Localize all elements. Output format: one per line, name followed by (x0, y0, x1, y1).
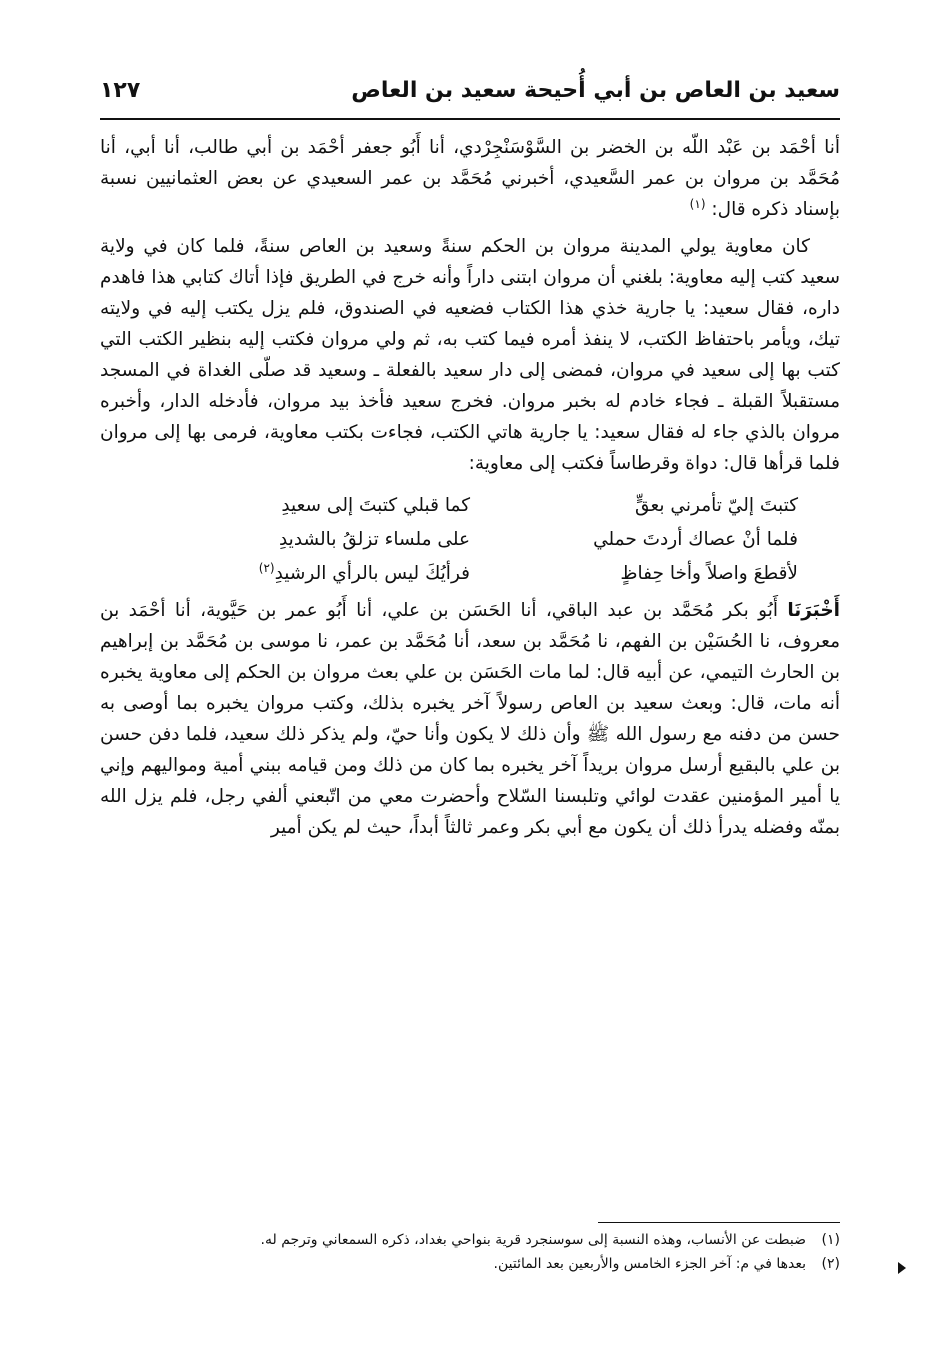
intro-text: أنا أحْمَد بن عَبْد اللّه بن الخضر بن السَّوْسَنْجِرْدي، أنا أَبُو جعفر أحْمَد بن أبي طالب، أنا أبي، أنا مُحَمَّد بن مروان بن عمر السَّعيدي، أخبرني مُحَمَّد بن عمر السعيدي عن بعض العثمانيين نسبة بإسناد ذكره قال: (100, 137, 840, 220)
isnad-paragraph (100, 595, 840, 843)
verse-first-hemistich: لأقطعَ واصلاً وأخا حِفاظٍ (620, 563, 798, 584)
footnote-text: بعدها في م: آخر الجزء الخامس والأربعين بعد المائتين. (493, 1256, 806, 1272)
poem (100, 489, 840, 591)
header-rule (100, 118, 840, 120)
main-text (100, 132, 840, 849)
verse-second-hemistich: كما قبلي كتبتَ إلى سعيدِ (281, 495, 470, 516)
footnote-ref-2[interactable]: (٢) (258, 560, 275, 575)
verse-first-hemistich: كتبتَ إليّ تأمرني بعقٍّ (635, 495, 798, 516)
running-header (100, 78, 840, 114)
footnote-text: ضبطت عن الأنساب، وهذه النسبة إلى سوسنجرد قرية بنواحي بغداد، ذكره السمعاني وترجم له. (260, 1232, 806, 1248)
verse-second-text: فرأيُكَ ليس بالرأي الرشيدِ (274, 563, 470, 584)
footnote-number: (٢) (821, 1256, 840, 1272)
verse-line (100, 489, 840, 523)
verse-second-hemistich (170, 557, 470, 591)
isnad-text: أَبُو بكر مُحَمَّد بن عبد الباقي، أنا الحَسَن بن علي، أنا أَبُو عمر بن حَيَّوية، أنا أحْمَد بن معروف، نا الحُسَيْن بن الفهم، نا مُحَمَّد بن سعد، أنا مُحَمَّد بن عمر، نا موسى بن مُحَمَّد بن إبراهيم بن الحارث التيمي، عن أبيه قال: لما مات الحَسَن بن علي بعث مروان بن الحكم إلى معاوية يخبره أنه مات، قال: وبعث سعيد بن العاص رسولاً آخر يخبره بذلك، وكتب مروان يخبره بما أوصى به حسن من دفنه مع رسول الله ﷺ وأن ذلك لا يكون وأنا حيّ، ولم يذكر ذلك سعيد، فلما دفن حسن بن علي بالبقيع أرسل مروان بريداً آخر يخبره بما كان من ذلك ومن قيامه ببني أمية ومواليهم وإني يا أمير المؤمنين عقدت لوائي وتلبسنا السّلاح وأحضرت معي من اتّبعني ألفي رجل، فلم يزل الله بمنّه وفضله يدرأ ذلك أن يكون مع أبي بكر وعمر ثالثاً أبداً، حيث لم يكن أمير (100, 600, 840, 838)
intro-paragraph (100, 132, 840, 225)
footnote-1 (100, 1228, 840, 1252)
footnotes (100, 1228, 840, 1276)
page-number: ١٢٧ (100, 78, 141, 103)
footnote-2 (100, 1252, 840, 1276)
verse-second-hemistich: على ملساء تزلقُ بالشديدِ (278, 529, 470, 550)
footnote-rule (598, 1222, 840, 1223)
verse-line (100, 557, 840, 591)
verse-first-hemistich: فلما أنْ عصاك أردتَ حملي (593, 529, 798, 550)
footnote-ref-1[interactable]: (١) (689, 196, 706, 211)
story-paragraph: كان معاوية يولي المدينة مروان بن الحكم سنةً وسعيد بن العاص سنةً، فلما كان في ولاية سعيد كتب إليه معاوية: بلغني أن مروان ابتنى داراً وأنه خرج في الطريق فإذا أتاك كتابي هذا فاهدم داره، فقال سعيد: يا جارية خذي هذا الكتاب فضعيه في الصندوق، فلم يزل يكتب إليه في ولايته تيك، ويأمر باحتفاظ الكتب، لا ينفذ أمره فيما كتب به، ثم ولي مروان فكتب إليه بنظير الكتب التي كتب بها إلى سعيد في مروان، فمضى إلى دار سعيد بالفعلة ـ وسعيد قد صلّى الغداة في المسجد مستقبلاً القبلة ـ فجاء خادم له بخبر مروان. فخرج سعيد فأخذ بيد مروان، فأدخله الدار، وأخبره مروان بالذي جاء له فقال سعيد: يا جارية هاتي الكتب، فجاءت بكتب معاوية، فرمى بها إلى مروان فلما قرأها قال: دواة وقرطاساً فكتب إلى معاوية: (100, 236, 840, 474)
footnote-number: (١) (821, 1232, 840, 1248)
running-title: سعيد بن العاص بن أبي أُحيحة سعيد بن العاص (351, 78, 840, 103)
akhbarana-label: أَخْبَرَنَا (787, 600, 840, 621)
page-edge-marker-icon (898, 1262, 906, 1274)
verse-line (100, 523, 840, 557)
